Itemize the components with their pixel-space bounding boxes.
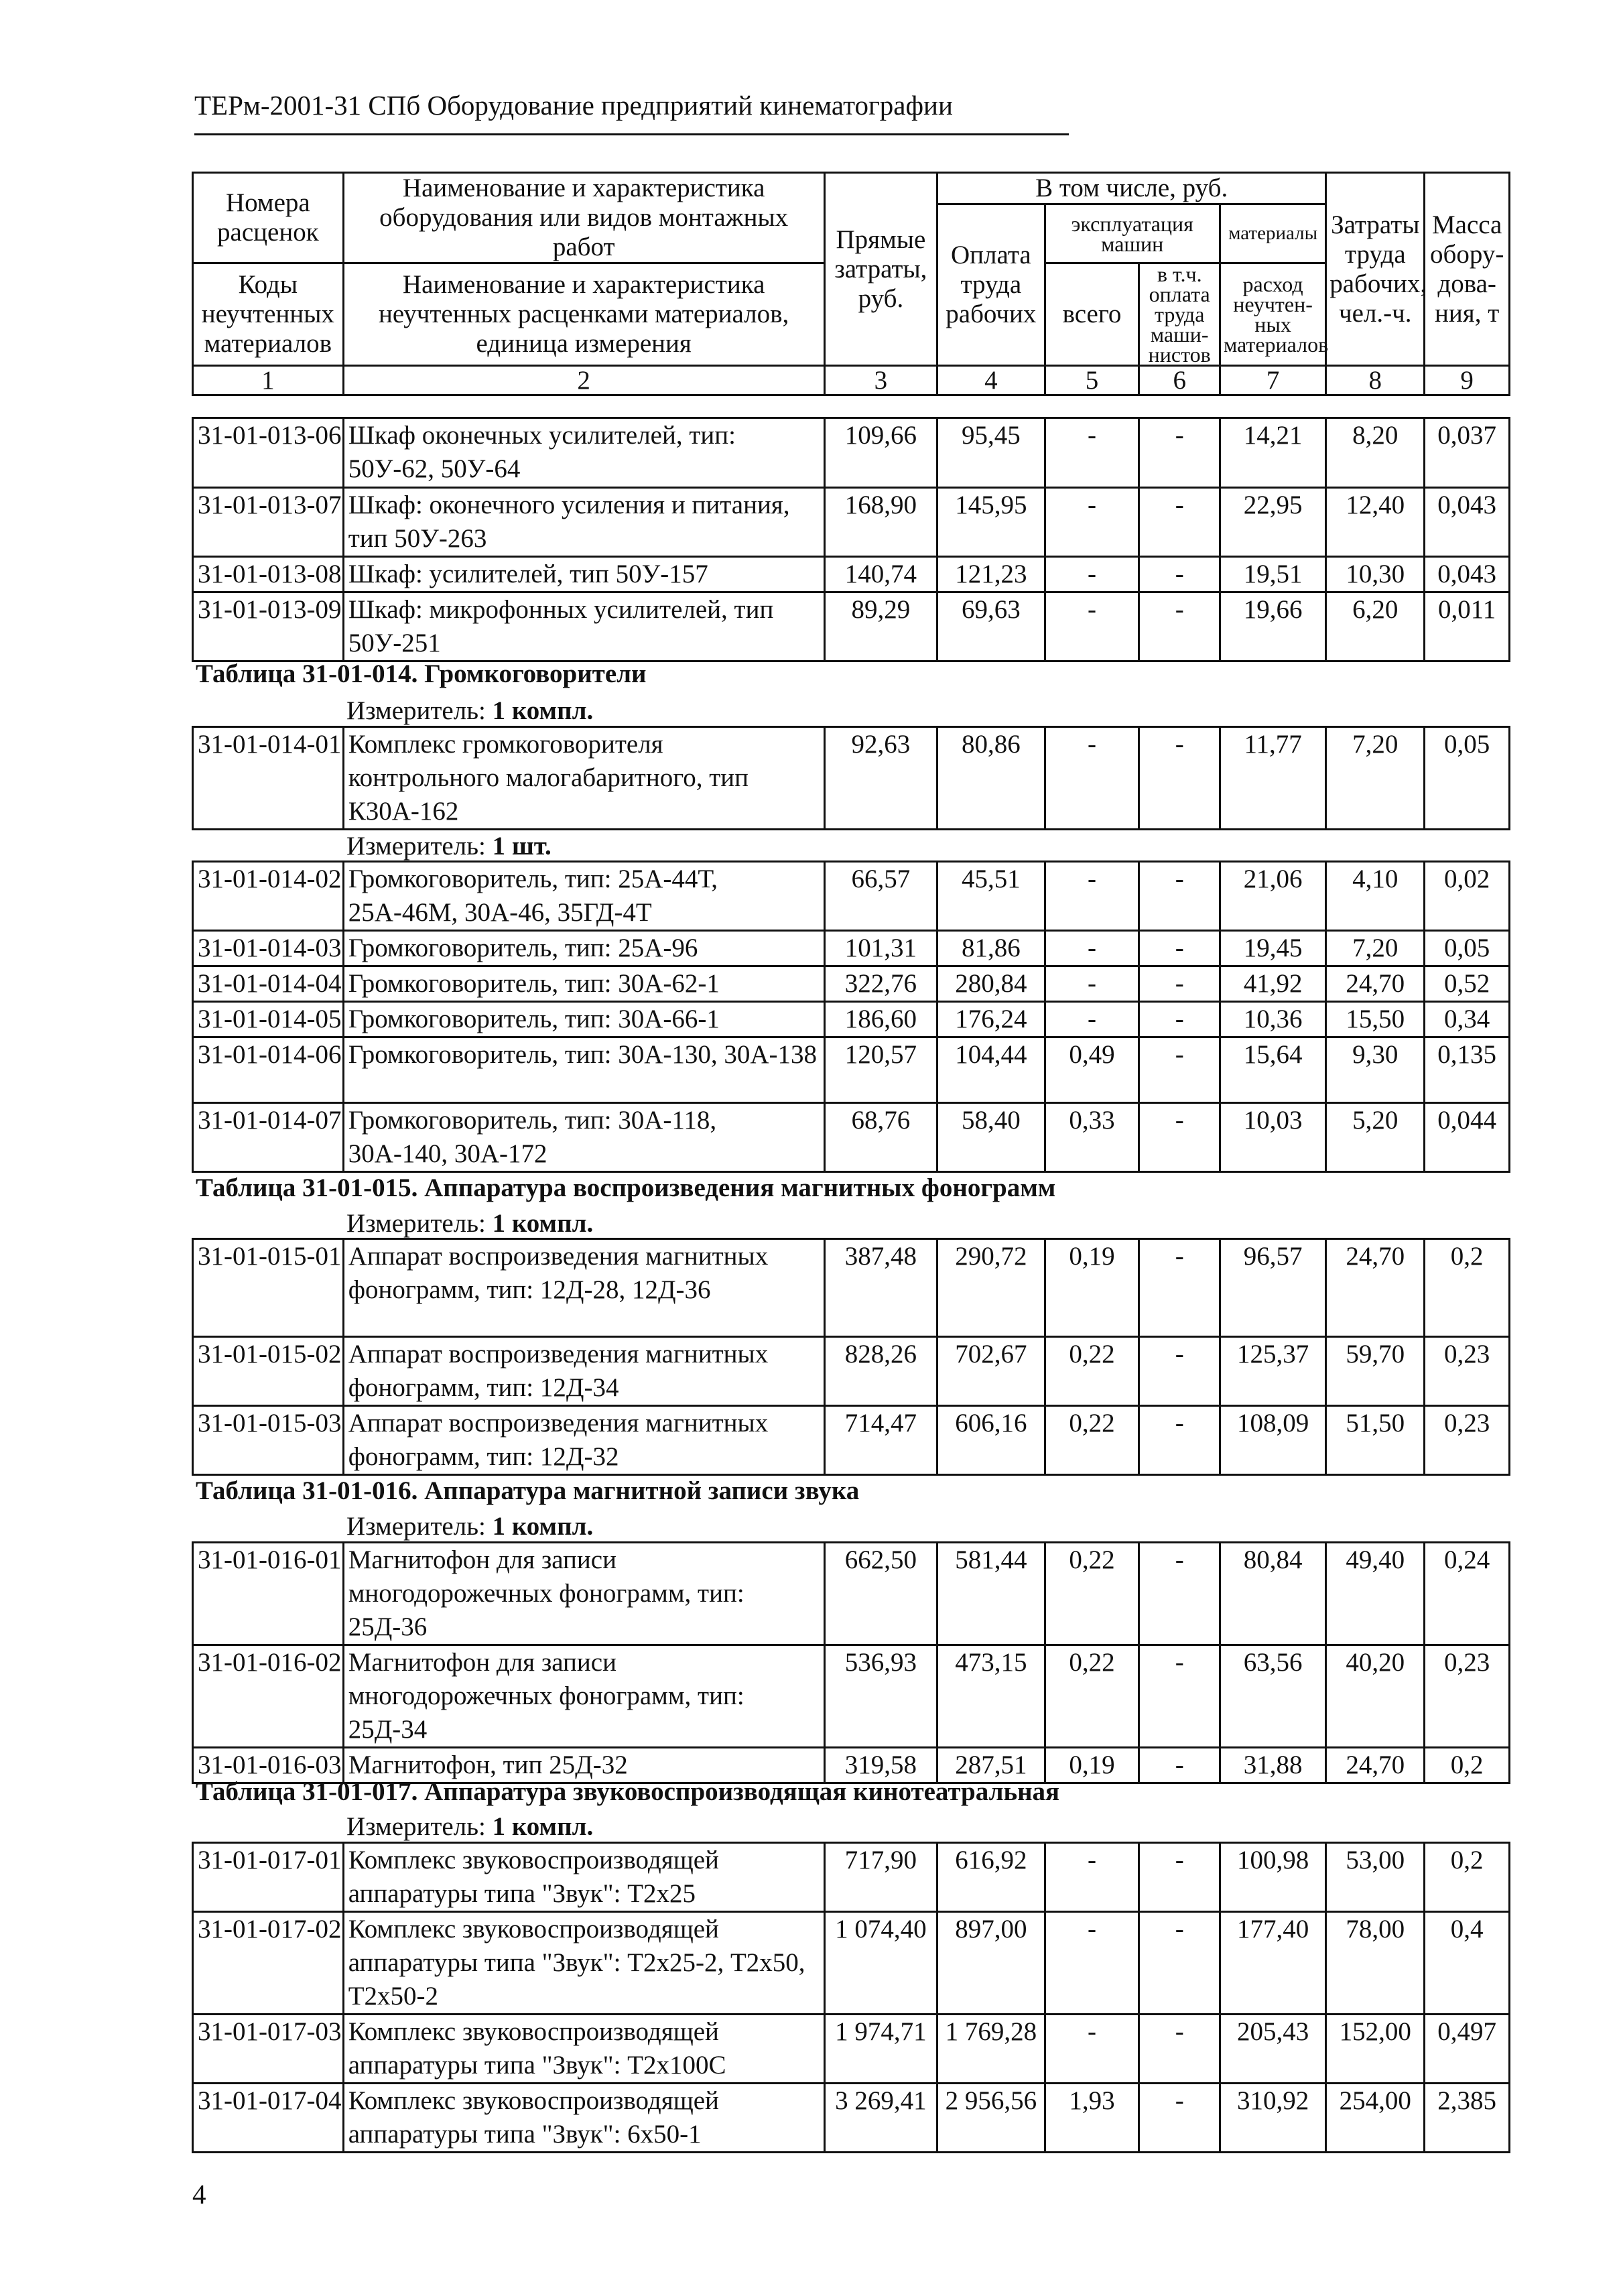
rate-name: Комплекс звуковоспроизводящей аппаратуры типа "Звук": Т2х25 <box>343 1843 824 1912</box>
direct-costs-value: 92,63 <box>824 727 937 830</box>
header-name-top: Наименование и характеристика оборудования или видов монтажных работ <box>343 173 824 263</box>
measure-label: Измеритель: <box>346 1512 493 1541</box>
machine-operation-value: - <box>1045 862 1139 931</box>
table-row <box>193 557 1510 592</box>
labor-value: 59,70 <box>1326 1337 1425 1406</box>
rate-code: 31-01-017-04 <box>193 2084 344 2153</box>
header-name-bottom: Наименование и характеристика неучтенных расценками материалов, единица измерения <box>343 263 824 366</box>
rate-name: Комплекс звуковоспроизводящей аппаратуры типа "Звук": 6х50-1 <box>343 2084 824 2153</box>
page-number: 4 <box>192 2179 206 2210</box>
header-materials-unaccounted: расход неучтен-ных материалов <box>1220 263 1325 366</box>
operators-pay-value: - <box>1139 931 1220 966</box>
direct-costs-value: 168,90 <box>824 488 937 557</box>
mass-value: 0,52 <box>1425 966 1510 1002</box>
operators-pay-value: - <box>1139 1912 1220 2015</box>
table-row <box>193 1037 1510 1103</box>
operators-pay-value: - <box>1139 2084 1220 2153</box>
direct-costs-value: 662,50 <box>824 1543 937 1645</box>
materials-value: 96,57 <box>1220 1239 1325 1337</box>
column-header-table <box>192 172 1510 396</box>
column-number: 2 <box>343 366 824 395</box>
materials-value: 22,95 <box>1220 488 1325 557</box>
header-codes-top: Номера расценок <box>193 173 344 263</box>
column-number: 9 <box>1425 366 1510 395</box>
header-workers-pay: Оплата труда рабочих <box>937 204 1045 366</box>
mass-value: 0,34 <box>1425 1002 1510 1037</box>
header-machine-total: всего <box>1045 263 1139 366</box>
workers-pay-value: 45,51 <box>937 862 1045 931</box>
operators-pay-value: - <box>1139 1543 1220 1645</box>
operators-pay-value: - <box>1139 2015 1220 2084</box>
direct-costs-value: 319,58 <box>824 1748 937 1783</box>
column-number: 7 <box>1220 366 1325 395</box>
machine-operation-value: 0,19 <box>1045 1239 1139 1337</box>
machine-operation-value: - <box>1045 557 1139 592</box>
materials-value: 19,51 <box>1220 557 1325 592</box>
measure-unit <box>346 696 593 726</box>
measure-label: Измеритель: <box>346 832 493 860</box>
machine-operation-value: - <box>1045 1843 1139 1912</box>
table-row <box>193 1912 1510 2015</box>
direct-costs-value: 3 269,41 <box>824 2084 937 2153</box>
workers-pay-value: 606,16 <box>937 1406 1045 1475</box>
workers-pay-value: 81,86 <box>937 931 1045 966</box>
operators-pay-value: - <box>1139 1103 1220 1172</box>
materials-value: 19,45 <box>1220 931 1325 966</box>
operators-pay-value: - <box>1139 592 1220 661</box>
rate-code: 31-01-014-05 <box>193 1002 344 1037</box>
direct-costs-value: 322,76 <box>824 966 937 1002</box>
rate-name: Комплекс громкоговорителя контрольного малогабаритного, тип К30А-162 <box>343 727 824 830</box>
table-row <box>193 418 1510 488</box>
header-materials: материалы <box>1220 204 1325 263</box>
workers-pay-value: 104,44 <box>937 1037 1045 1103</box>
labor-value: 7,20 <box>1326 931 1425 966</box>
operators-pay-value: - <box>1139 1406 1220 1475</box>
direct-costs-value: 89,29 <box>824 592 937 661</box>
workers-pay-value: 176,24 <box>937 1002 1045 1037</box>
rates-table <box>192 726 1510 830</box>
labor-value: 24,70 <box>1326 966 1425 1002</box>
header-operators-pay: в т.ч. оплата труда маши-нистов <box>1139 263 1220 366</box>
labor-value: 78,00 <box>1326 1912 1425 2015</box>
rate-name: Громкоговоритель, тип: 30А-62-1 <box>343 966 824 1002</box>
table-row <box>193 2015 1510 2084</box>
direct-costs-value: 717,90 <box>824 1843 937 1912</box>
rates-table <box>192 860 1510 1173</box>
rate-name: Шкаф: оконечного усиления и питания, тип 50У-263 <box>343 488 824 557</box>
rate-name: Магнитофон для записи многодорожечных фонограмм, тип: 25Д-34 <box>343 1645 824 1748</box>
direct-costs-value: 387,48 <box>824 1239 937 1337</box>
header-including: В том числе, руб. <box>937 173 1326 204</box>
table-row <box>193 1843 1510 1912</box>
labor-value: 10,30 <box>1326 557 1425 592</box>
mass-value: 0,02 <box>1425 862 1510 931</box>
machine-operation-value: 0,49 <box>1045 1037 1139 1103</box>
labor-value: 4,10 <box>1326 862 1425 931</box>
measure-unit <box>346 1811 593 1842</box>
table-caption: Таблица 31-01-016. Аппаратура магнитной записи звука <box>196 1476 860 1505</box>
rate-name: Громкоговоритель, тип: 25А-96 <box>343 931 824 966</box>
machine-operation-value: - <box>1045 966 1139 1002</box>
table-caption: Таблица 31-01-015. Аппаратура воспроизведения магнитных фонограмм <box>196 1173 1056 1202</box>
measure-value: 1 компл. <box>492 1209 594 1238</box>
materials-value: 31,88 <box>1220 1748 1325 1783</box>
rate-code: 31-01-016-01 <box>193 1543 344 1645</box>
labor-value: 15,50 <box>1326 1002 1425 1037</box>
rate-code: 31-01-016-02 <box>193 1645 344 1748</box>
materials-value: 11,77 <box>1220 727 1325 830</box>
rate-code: 31-01-013-07 <box>193 488 344 557</box>
mass-value: 0,135 <box>1425 1037 1510 1103</box>
column-number: 8 <box>1326 366 1425 395</box>
machine-operation-value: 0,22 <box>1045 1337 1139 1406</box>
mass-value: 0,24 <box>1425 1543 1510 1645</box>
workers-pay-value: 616,92 <box>937 1843 1045 1912</box>
materials-value: 108,09 <box>1220 1406 1325 1475</box>
materials-value: 19,66 <box>1220 592 1325 661</box>
direct-costs-value: 1 074,40 <box>824 1912 937 2015</box>
machine-operation-value: 0,19 <box>1045 1748 1139 1783</box>
labor-value: 6,20 <box>1326 592 1425 661</box>
table-row <box>193 2084 1510 2153</box>
rate-code: 31-01-015-01 <box>193 1239 344 1337</box>
operators-pay-value: - <box>1139 1002 1220 1037</box>
machine-operation-value: - <box>1045 592 1139 661</box>
measure-label: Измеритель: <box>346 1812 493 1841</box>
measure-label: Измеритель: <box>346 1209 493 1238</box>
operators-pay-value: - <box>1139 1037 1220 1103</box>
mass-value: 0,2 <box>1425 1239 1510 1337</box>
table-row <box>193 592 1510 661</box>
rate-name: Магнитофон для записи многодорожечных фонограмм, тип: 25Д-36 <box>343 1543 824 1645</box>
rate-name: Аппарат воспроизведения магнитных фонограмм, тип: 12Д-32 <box>343 1406 824 1475</box>
mass-value: 2,385 <box>1425 2084 1510 2153</box>
table-row <box>193 1406 1510 1475</box>
labor-value: 24,70 <box>1326 1239 1425 1337</box>
rate-code: 31-01-014-01 <box>193 727 344 830</box>
direct-costs-value: 101,31 <box>824 931 937 966</box>
workers-pay-value: 581,44 <box>937 1543 1045 1645</box>
machine-operation-value: 0,22 <box>1045 1543 1139 1645</box>
workers-pay-value: 1 769,28 <box>937 2015 1045 2084</box>
running-head: ТЕРм-2001-31 СПб Оборудование предприятий кинематографии <box>194 90 953 121</box>
header-direct-costs: Прямые затраты, руб. <box>824 173 937 366</box>
machine-operation-value: - <box>1045 727 1139 830</box>
mass-value: 0,23 <box>1425 1645 1510 1748</box>
labor-value: 9,30 <box>1326 1037 1425 1103</box>
rate-name: Громкоговоритель, тип: 30А-118, 30А-140, 30А-172 <box>343 1103 824 1172</box>
measure-value: 1 шт. <box>492 832 551 860</box>
labor-value: 7,20 <box>1326 727 1425 830</box>
workers-pay-value: 80,86 <box>937 727 1045 830</box>
header-rule <box>194 133 1069 135</box>
machine-operation-value: - <box>1045 418 1139 488</box>
direct-costs-value: 66,57 <box>824 862 937 931</box>
machine-operation-value: 0,22 <box>1045 1406 1139 1475</box>
labor-value: 49,40 <box>1326 1543 1425 1645</box>
mass-value: 0,2 <box>1425 1843 1510 1912</box>
direct-costs-value: 68,76 <box>824 1103 937 1172</box>
column-number: 5 <box>1045 366 1139 395</box>
mass-value: 0,05 <box>1425 727 1510 830</box>
machine-operation-value: - <box>1045 1002 1139 1037</box>
rate-code: 31-01-017-03 <box>193 2015 344 2084</box>
measure-value: 1 компл. <box>492 696 594 725</box>
materials-value: 177,40 <box>1220 1912 1325 2015</box>
header-mass: Масса обору-дова-ния, т <box>1425 173 1510 366</box>
header-machine-operation: эксплуатация машин <box>1045 204 1220 263</box>
rate-code: 31-01-017-01 <box>193 1843 344 1912</box>
table-row <box>193 1543 1510 1645</box>
rates-table <box>192 1842 1510 2153</box>
operators-pay-value: - <box>1139 1645 1220 1748</box>
rate-name: Аппарат воспроизведения магнитных фонограмм, тип: 12Д-28, 12Д-36 <box>343 1239 824 1337</box>
mass-value: 0,043 <box>1425 488 1510 557</box>
measure-value: 1 компл. <box>492 1512 594 1541</box>
rate-name: Шкаф оконечных усилителей, тип: 50У-62, 50У-64 <box>343 418 824 488</box>
materials-value: 80,84 <box>1220 1543 1325 1645</box>
machine-operation-value: - <box>1045 488 1139 557</box>
materials-value: 14,21 <box>1220 418 1325 488</box>
mass-value: 0,2 <box>1425 1748 1510 1783</box>
labor-value: 24,70 <box>1326 1748 1425 1783</box>
labor-value: 40,20 <box>1326 1645 1425 1748</box>
operators-pay-value: - <box>1139 1748 1220 1783</box>
direct-costs-value: 186,60 <box>824 1002 937 1037</box>
table-row <box>193 1103 1510 1172</box>
workers-pay-value: 2 956,56 <box>937 2084 1045 2153</box>
workers-pay-value: 58,40 <box>937 1103 1045 1172</box>
workers-pay-value: 897,00 <box>937 1912 1045 2015</box>
direct-costs-value: 536,93 <box>824 1645 937 1748</box>
rate-code: 31-01-014-02 <box>193 862 344 931</box>
machine-operation-value: - <box>1045 1912 1139 2015</box>
machine-operation-value: 1,93 <box>1045 2084 1139 2153</box>
table-caption: Таблица 31-01-014. Громкоговорители <box>196 659 647 688</box>
materials-value: 310,92 <box>1220 2084 1325 2153</box>
operators-pay-value: - <box>1139 418 1220 488</box>
measure-label: Измеритель: <box>346 696 493 725</box>
rate-name: Аппарат воспроизведения магнитных фонограмм, тип: 12Д-34 <box>343 1337 824 1406</box>
table-caption: Таблица 31-01-017. Аппаратура звуковоспроизводящая кинотеатральная <box>196 1777 1060 1806</box>
rate-code: 31-01-017-02 <box>193 1912 344 2015</box>
table-row <box>193 1337 1510 1406</box>
materials-value: 100,98 <box>1220 1843 1325 1912</box>
machine-operation-value: - <box>1045 931 1139 966</box>
measure-value: 1 компл. <box>492 1812 594 1841</box>
direct-costs-value: 1 974,71 <box>824 2015 937 2084</box>
table-row <box>193 862 1510 931</box>
operators-pay-value: - <box>1139 966 1220 1002</box>
mass-value: 0,4 <box>1425 1912 1510 2015</box>
table-row <box>193 966 1510 1002</box>
workers-pay-value: 280,84 <box>937 966 1045 1002</box>
workers-pay-value: 473,15 <box>937 1645 1045 1748</box>
direct-costs-value: 120,57 <box>824 1037 937 1103</box>
labor-value: 8,20 <box>1326 418 1425 488</box>
materials-value: 10,03 <box>1220 1103 1325 1172</box>
mass-value: 0,23 <box>1425 1337 1510 1406</box>
table-row <box>193 1645 1510 1748</box>
workers-pay-value: 145,95 <box>937 488 1045 557</box>
mass-value: 0,497 <box>1425 2015 1510 2084</box>
operators-pay-value: - <box>1139 1239 1220 1337</box>
materials-value: 15,64 <box>1220 1037 1325 1103</box>
operators-pay-value: - <box>1139 1843 1220 1912</box>
rate-name: Громкоговоритель, тип: 25А-44Т, 25А-46М, 30А-46, 35ГД-4Т <box>343 862 824 931</box>
operators-pay-value: - <box>1139 488 1220 557</box>
mass-value: 0,037 <box>1425 418 1510 488</box>
workers-pay-value: 290,72 <box>937 1239 1045 1337</box>
workers-pay-value: 95,45 <box>937 418 1045 488</box>
operators-pay-value: - <box>1139 727 1220 830</box>
rate-code: 31-01-015-02 <box>193 1337 344 1406</box>
rate-code: 31-01-013-09 <box>193 592 344 661</box>
mass-value: 0,043 <box>1425 557 1510 592</box>
direct-costs-value: 109,66 <box>824 418 937 488</box>
rate-name: Громкоговоритель, тип: 30А-66-1 <box>343 1002 824 1037</box>
column-number: 3 <box>824 366 937 395</box>
rate-code: 31-01-016-03 <box>193 1748 344 1783</box>
rate-code: 31-01-013-06 <box>193 418 344 488</box>
rate-code: 31-01-014-07 <box>193 1103 344 1172</box>
measure-unit <box>346 1511 593 1541</box>
rate-code: 31-01-014-04 <box>193 966 344 1002</box>
materials-value: 63,56 <box>1220 1645 1325 1748</box>
operators-pay-value: - <box>1139 557 1220 592</box>
rate-code: 31-01-014-06 <box>193 1037 344 1103</box>
mass-value: 0,05 <box>1425 931 1510 966</box>
rate-code: 31-01-015-03 <box>193 1406 344 1475</box>
column-number: 6 <box>1139 366 1220 395</box>
table-row <box>193 1002 1510 1037</box>
workers-pay-value: 121,23 <box>937 557 1045 592</box>
labor-value: 51,50 <box>1326 1406 1425 1475</box>
workers-pay-value: 702,67 <box>937 1337 1045 1406</box>
column-number: 4 <box>937 366 1045 395</box>
materials-value: 125,37 <box>1220 1337 1325 1406</box>
workers-pay-value: 287,51 <box>937 1748 1045 1783</box>
rate-name: Шкаф: микрофонных усилителей, тип 50У-251 <box>343 592 824 661</box>
column-number: 1 <box>193 366 344 395</box>
materials-value: 10,36 <box>1220 1002 1325 1037</box>
table-row <box>193 727 1510 830</box>
labor-value: 254,00 <box>1326 2084 1425 2153</box>
operators-pay-value: - <box>1139 862 1220 931</box>
rate-name: Магнитофон, тип 25Д-32 <box>343 1748 824 1783</box>
rates-table <box>192 417 1510 662</box>
labor-value: 152,00 <box>1326 2015 1425 2084</box>
rate-name: Комплекс звуковоспроизводящей аппаратуры типа "Звук": Т2х100С <box>343 2015 824 2084</box>
mass-value: 0,044 <box>1425 1103 1510 1172</box>
workers-pay-value: 69,63 <box>937 592 1045 661</box>
mass-value: 0,23 <box>1425 1406 1510 1475</box>
direct-costs-value: 828,26 <box>824 1337 937 1406</box>
materials-value: 205,43 <box>1220 2015 1325 2084</box>
machine-operation-value: 0,22 <box>1045 1645 1139 1748</box>
rate-name: Комплекс звуковоспроизводящей аппаратуры типа "Звук": Т2х25-2, Т2х50, Т2х50-2 <box>343 1912 824 2015</box>
materials-value: 21,06 <box>1220 862 1325 931</box>
measure-unit <box>346 831 551 861</box>
table-row <box>193 1239 1510 1337</box>
table-row <box>193 488 1510 557</box>
rate-code: 31-01-013-08 <box>193 557 344 592</box>
rate-code: 31-01-014-03 <box>193 931 344 966</box>
header-labor: Затраты труда рабочих, чел.-ч. <box>1326 173 1425 366</box>
rate-name: Громкоговоритель, тип: 30А-130, 30А-138 <box>343 1037 824 1103</box>
table-row <box>193 931 1510 966</box>
mass-value: 0,011 <box>1425 592 1510 661</box>
materials-value: 41,92 <box>1220 966 1325 1002</box>
rates-table <box>192 1238 1510 1476</box>
operators-pay-value: - <box>1139 1337 1220 1406</box>
rates-table <box>192 1541 1510 1784</box>
machine-operation-value: 0,33 <box>1045 1103 1139 1172</box>
measure-unit <box>346 1208 593 1238</box>
direct-costs-value: 140,74 <box>824 557 937 592</box>
labor-value: 12,40 <box>1326 488 1425 557</box>
direct-costs-value: 714,47 <box>824 1406 937 1475</box>
labor-value: 5,20 <box>1326 1103 1425 1172</box>
labor-value: 53,00 <box>1326 1843 1425 1912</box>
header-codes-bottom: Коды неучтенных материалов <box>193 263 344 366</box>
rate-name: Шкаф: усилителей, тип 50У-157 <box>343 557 824 592</box>
machine-operation-value: - <box>1045 2015 1139 2084</box>
